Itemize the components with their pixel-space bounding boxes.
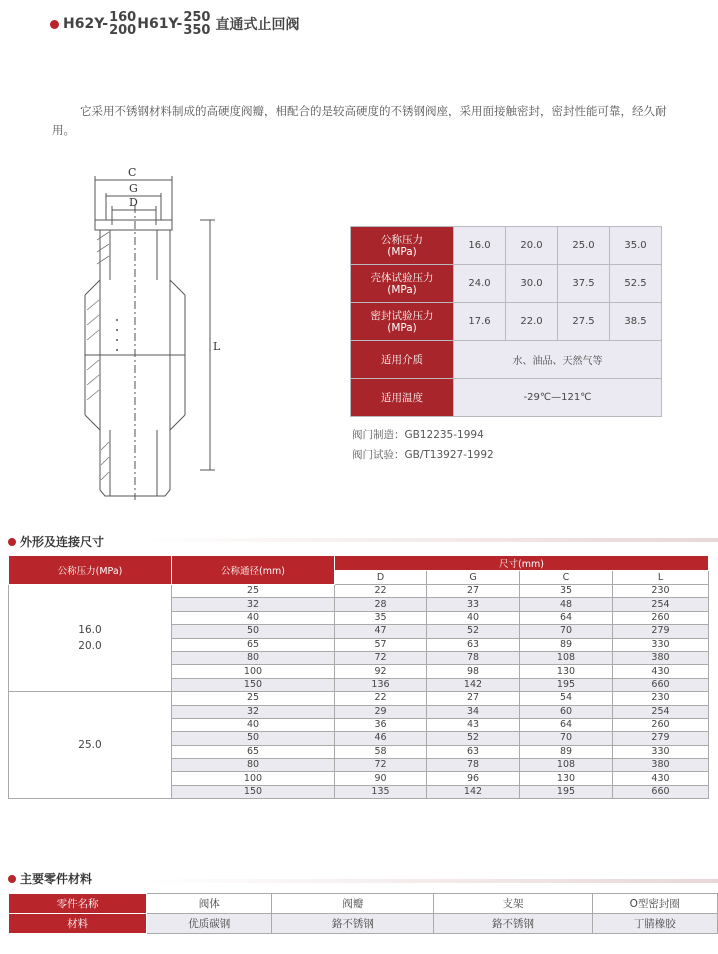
spec-cell: 24.0 xyxy=(454,265,506,303)
spec-row xyxy=(351,341,662,379)
spec-row xyxy=(351,379,662,417)
diameter-cell: 50 xyxy=(172,625,335,638)
size-cell: 22 xyxy=(335,692,427,705)
size-cell: 230 xyxy=(613,585,709,598)
size-cell: 260 xyxy=(613,611,709,624)
size-cell: 96 xyxy=(427,772,520,785)
size-cell: 52 xyxy=(427,732,520,745)
size-cell: 72 xyxy=(335,759,427,772)
size-cell: 29 xyxy=(335,705,427,718)
intro-paragraph: 它采用不锈钢材料制成的高硬度阀瓣，相配合的是较高硬度的不锈钢阀座，采用面接触密封，密封性能可靠，经久耐用。 xyxy=(52,104,667,137)
pressure-group-cell xyxy=(9,585,172,692)
col-header-g: G xyxy=(427,571,520,585)
size-cell: 47 xyxy=(335,625,427,638)
size-cell: 108 xyxy=(520,759,613,772)
size-cell: 230 xyxy=(613,692,709,705)
spec-cell: 20.0 xyxy=(506,227,558,265)
size-cell: 22 xyxy=(335,585,427,598)
size-cell: 36 xyxy=(335,718,427,731)
size-cell: 380 xyxy=(613,759,709,772)
section-divider xyxy=(140,879,718,883)
spec-temp-value: -29℃—121℃ xyxy=(454,379,662,417)
size-cell: 330 xyxy=(613,745,709,758)
pressure-value: 20.0 xyxy=(78,640,102,653)
col-header-diameter: 公称通径(mm) xyxy=(172,556,335,585)
parts-name-label: 零件名称 xyxy=(9,894,147,914)
size-cell: 58 xyxy=(335,745,427,758)
size-cell: 135 xyxy=(335,785,427,798)
size-cell: 70 xyxy=(520,732,613,745)
parts-material-label: 材料 xyxy=(9,914,147,934)
spec-media-value: 水、油品、天然气等 xyxy=(454,341,662,379)
diameter-cell: 65 xyxy=(172,745,335,758)
title-frac2-top: 250 xyxy=(183,10,211,25)
section-divider xyxy=(140,538,718,542)
diameter-cell: 100 xyxy=(172,772,335,785)
table-row xyxy=(9,585,709,598)
spec-row-label: 壳体试验压力 (MPa) xyxy=(351,265,454,303)
size-cell: 63 xyxy=(427,638,520,651)
diameter-cell: 65 xyxy=(172,638,335,651)
size-cell: 430 xyxy=(613,665,709,678)
size-cell: 130 xyxy=(520,772,613,785)
col-header-size: 尺寸(mm) xyxy=(335,556,709,571)
size-cell: 260 xyxy=(613,718,709,731)
spec-cell: 35.0 xyxy=(610,227,662,265)
size-cell: 52 xyxy=(427,625,520,638)
size-cell: 98 xyxy=(427,665,520,678)
spec-row-label: 公称压力 (MPa) xyxy=(351,227,454,265)
spec-cell: 37.5 xyxy=(558,265,610,303)
size-cell: 43 xyxy=(427,718,520,731)
title-frac1-top: 160 xyxy=(109,10,137,25)
diameter-cell: 150 xyxy=(172,678,335,691)
size-cell: 33 xyxy=(427,598,520,611)
pressure-value: 25.0 xyxy=(78,739,102,752)
size-cell: 78 xyxy=(427,651,520,664)
col-header-pressure: 公称压力(MPa) xyxy=(9,556,172,585)
spec-row xyxy=(351,265,662,303)
diameter-cell: 100 xyxy=(172,665,335,678)
size-cell: 40 xyxy=(427,611,520,624)
title-fraction-1 xyxy=(109,11,136,37)
diameter-cell: 80 xyxy=(172,651,335,664)
pressure-value: 16.0 xyxy=(78,624,102,637)
bullet-dot-icon xyxy=(8,875,16,883)
size-cell: 380 xyxy=(613,651,709,664)
spec-cell: 52.5 xyxy=(610,265,662,303)
size-cell: 142 xyxy=(427,678,520,691)
size-cell: 60 xyxy=(520,705,613,718)
size-cell: 108 xyxy=(520,651,613,664)
size-cell: 660 xyxy=(613,678,709,691)
size-cell: 195 xyxy=(520,678,613,691)
dim-label-g: G xyxy=(129,182,138,195)
parts-name-row xyxy=(9,894,718,914)
standard-test: 阀门试验：GB/T13927-1992 xyxy=(352,449,494,461)
parts-heading-text: 主要零件材料 xyxy=(20,872,93,886)
spec-cell: 38.5 xyxy=(610,303,662,341)
size-cell: 330 xyxy=(613,638,709,651)
size-cell: 254 xyxy=(613,705,709,718)
size-cell: 195 xyxy=(520,785,613,798)
size-cell: 35 xyxy=(520,585,613,598)
title-model-1: H62Y- xyxy=(63,16,109,32)
page-title xyxy=(50,6,299,42)
part-name: 阀瓣 xyxy=(272,894,434,914)
size-cell: 430 xyxy=(613,772,709,785)
size-cell: 130 xyxy=(520,665,613,678)
title-valve-name: 直通式止回阀 xyxy=(215,17,300,33)
size-cell: 90 xyxy=(335,772,427,785)
diameter-cell: 40 xyxy=(172,718,335,731)
size-cell: 34 xyxy=(427,705,520,718)
size-cell: 27 xyxy=(427,692,520,705)
col-header-d: D xyxy=(335,571,427,585)
size-cell: 46 xyxy=(335,732,427,745)
title-frac2-bottom: 350 xyxy=(183,23,211,38)
dimensions-heading xyxy=(8,533,104,550)
dim-label-l: L xyxy=(213,340,221,353)
diameter-cell: 25 xyxy=(172,585,335,598)
spec-cell: 30.0 xyxy=(506,265,558,303)
size-cell: 89 xyxy=(520,745,613,758)
spec-table xyxy=(350,226,662,417)
size-cell: 72 xyxy=(335,651,427,664)
col-header-c: C xyxy=(520,571,613,585)
spec-row xyxy=(351,227,662,265)
size-cell: 28 xyxy=(335,598,427,611)
spec-temp-label: 适用温度 xyxy=(351,379,454,417)
bullet-dot-icon xyxy=(8,538,16,546)
part-name: O型密封圈 xyxy=(592,894,717,914)
size-cell: 27 xyxy=(427,585,520,598)
dimensions-table xyxy=(8,555,709,799)
parts-table xyxy=(8,893,718,934)
size-cell: 254 xyxy=(613,598,709,611)
spec-cell: 17.6 xyxy=(454,303,506,341)
pressure-group-cell xyxy=(9,692,172,799)
table-row xyxy=(9,692,709,705)
size-cell: 54 xyxy=(520,692,613,705)
valve-section-drawing xyxy=(65,160,235,500)
dimensions-heading-text: 外形及连接尺寸 xyxy=(20,535,105,549)
part-material: 鉻不锈钢 xyxy=(272,914,434,934)
size-cell: 142 xyxy=(427,785,520,798)
size-cell: 279 xyxy=(613,625,709,638)
diameter-cell: 40 xyxy=(172,611,335,624)
size-cell: 63 xyxy=(427,745,520,758)
bullet-dot-icon xyxy=(50,20,59,29)
size-cell: 92 xyxy=(335,665,427,678)
size-cell: 64 xyxy=(520,718,613,731)
dim-label-d: D xyxy=(129,196,138,209)
col-header-l: L xyxy=(613,571,709,585)
part-material: 优质碳钢 xyxy=(147,914,272,934)
size-cell: 48 xyxy=(520,598,613,611)
spec-media-label: 适用介质 xyxy=(351,341,454,379)
size-cell: 89 xyxy=(520,638,613,651)
part-name: 阀体 xyxy=(147,894,272,914)
diameter-cell: 32 xyxy=(172,598,335,611)
part-material: 丁腈橡胶 xyxy=(592,914,717,934)
part-name: 支架 xyxy=(434,894,592,914)
parts-material-row xyxy=(9,914,718,934)
size-cell: 78 xyxy=(427,759,520,772)
title-model-2: H61Y- xyxy=(137,16,183,32)
standard-manufacture: 阀门制造：GB12235-1994 xyxy=(352,429,484,441)
part-material: 鉻不锈钢 xyxy=(434,914,592,934)
size-cell: 70 xyxy=(520,625,613,638)
spec-cell: 25.0 xyxy=(558,227,610,265)
parts-heading xyxy=(8,870,92,887)
spec-cell: 27.5 xyxy=(558,303,610,341)
size-cell: 57 xyxy=(335,638,427,651)
diameter-cell: 32 xyxy=(172,705,335,718)
size-cell: 64 xyxy=(520,611,613,624)
size-cell: 35 xyxy=(335,611,427,624)
size-cell: 136 xyxy=(335,678,427,691)
diameter-cell: 50 xyxy=(172,732,335,745)
dim-label-c: C xyxy=(128,166,137,179)
diameter-cell: 80 xyxy=(172,759,335,772)
spec-cell: 16.0 xyxy=(454,227,506,265)
size-cell: 660 xyxy=(613,785,709,798)
spec-cell: 22.0 xyxy=(506,303,558,341)
spec-row-label: 密封试验压力 (MPa) xyxy=(351,303,454,341)
spec-row xyxy=(351,303,662,341)
size-cell: 279 xyxy=(613,732,709,745)
diameter-cell: 150 xyxy=(172,785,335,798)
diameter-cell: 25 xyxy=(172,692,335,705)
title-fraction-2 xyxy=(183,11,210,37)
title-frac1-bottom: 200 xyxy=(109,23,137,38)
